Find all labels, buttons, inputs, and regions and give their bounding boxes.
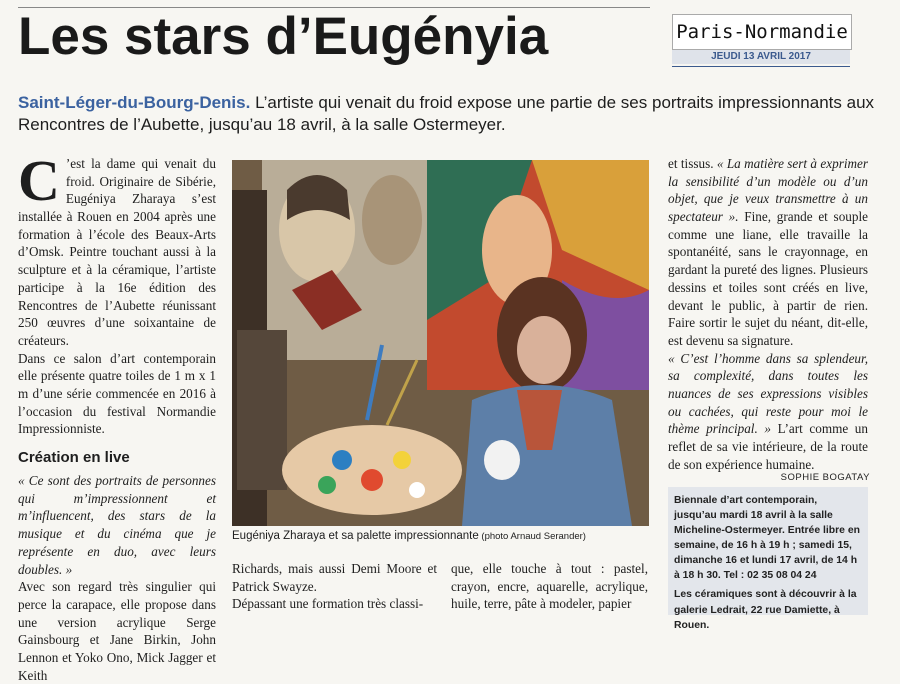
artist-quote-1: « Ce sont des portraits de personnes qui m’impressionnent et m’influencent, des stars de la musique et du cinéma que je représente en duo, avec leurs doubles. » bbox=[18, 473, 216, 577]
section-subhead: Création en live bbox=[18, 449, 130, 466]
info-dates: Biennale d’art contemporain, jusqu’au mardi 18 avril à la salle Micheline-Ostermeyer. Entrée libre en semaine, de 16 h à 19 h ; samedi 15, dimanche 16 et lundi 17 avril, de 14 h à 18 h 30. Tel : 02 35 08 04 24 bbox=[674, 495, 860, 582]
practical-info-box bbox=[668, 487, 868, 631]
article-headline: Les stars d’Eugényia bbox=[18, 7, 549, 66]
artist-quote-3: « C’est l’homme dans sa splendeur, sa complexité, dans toutes les nuances de ses expressions visibles ou cachées, qui reste pour moi le thème principal. » bbox=[668, 350, 868, 437]
publication-date: JEUDI 13 AVRIL 2017 bbox=[672, 50, 850, 64]
column-3: que, elle touche à tout : pastel, crayon, encre, aquarelle, acrylique, huile, terre, pâte à modeler, papier bbox=[451, 561, 648, 612]
column-2: Richards, mais aussi Demi Moore et Patrick Swayze. Dépassant une formation très classi- bbox=[232, 561, 437, 612]
dropcap: C bbox=[18, 148, 60, 213]
column-4 bbox=[668, 155, 868, 473]
photo-illustration bbox=[232, 160, 649, 526]
newspaper-masthead: Paris-Normandie bbox=[672, 14, 852, 50]
photo-credit: (photo Arnaud Serander) bbox=[478, 531, 586, 542]
paragraph-2: Dans ce salon d’art contemporain elle présente quatre toiles de 1 m x 1 m d’une série commencée en 2016 à l’occasion du festival Normandie Impressionniste. bbox=[18, 350, 216, 437]
paragraph-1: C ’est la dame qui venait du froid. Originaire de Sibérie, Eugéniya Zharaya s’est installée à Rouen en 2004 après une formation à l’école des Beaux-Arts d’Omsk. Peintre touchant aussi à la sculpture et à la céramique, l’artiste participe à la 16e édition des Rencontres de l’Aubette réunissant 250 œuvres d’une soixantaine de créateurs. bbox=[18, 148, 216, 348]
paragraph-3: Avec son regard très singulier qui perce la carapace, elle propose dans une version acrylique Serge Gainsbourg et Jane Birkin, John Lennon et Yoko Ono, Mick Jagger et Keith bbox=[18, 579, 216, 683]
lede-text: L’artiste qui venait du froid expose une partie de ses portraits impressionnants aux Rencontres de l’Aubette, jusqu’au 18 avril, à la salle Ostermeyer. bbox=[18, 93, 875, 134]
artist-photo bbox=[232, 160, 649, 526]
article-lede bbox=[18, 92, 878, 136]
date-rule bbox=[672, 66, 850, 67]
artist-quote-2: « La matière sert à exprimer la sensibilité d’un modèle ou d’un objet, que je veux transmettre à un spectateur ». bbox=[668, 156, 869, 225]
author-byline: SOPHIE BOGATAY bbox=[780, 472, 870, 483]
lede-location: Saint-Léger-du-Bourg-Denis. bbox=[18, 93, 251, 112]
info-gallery: Les céramiques sont à découvrir à la galerie Ledrait, 22 rue Damiette, à Rouen. bbox=[674, 589, 857, 631]
paragraph-4: et tissus. « La matière sert à exprimer la sensibilité d’un modèle ou d’un objet, que je veux transmettre à un spectateur ». Fine, grande et souple comme une liane, elle travaille la spontanéité, sans le crayonnage, en gardant la pureté des lignes. Plusieurs dessins et toiles sont créés en live, devant le public, à partir de rien. Faire sortir le sujet du néant, dit-elle, est devenu sa signature. bbox=[668, 156, 869, 348]
paragraph-5: « C’est l’homme dans sa splendeur, sa complexité, dans toutes les nuances de ses expressions visibles ou cachées, qui reste pour moi le thème principal. » L’art comme un reflet de sa vie intérieure, de la route de son expérience humaine. bbox=[668, 350, 868, 472]
photo-caption: Eugéniya Zharaya et sa palette impressionnante (photo Arnaud Serander) bbox=[232, 530, 586, 542]
column-1 bbox=[18, 148, 216, 684]
